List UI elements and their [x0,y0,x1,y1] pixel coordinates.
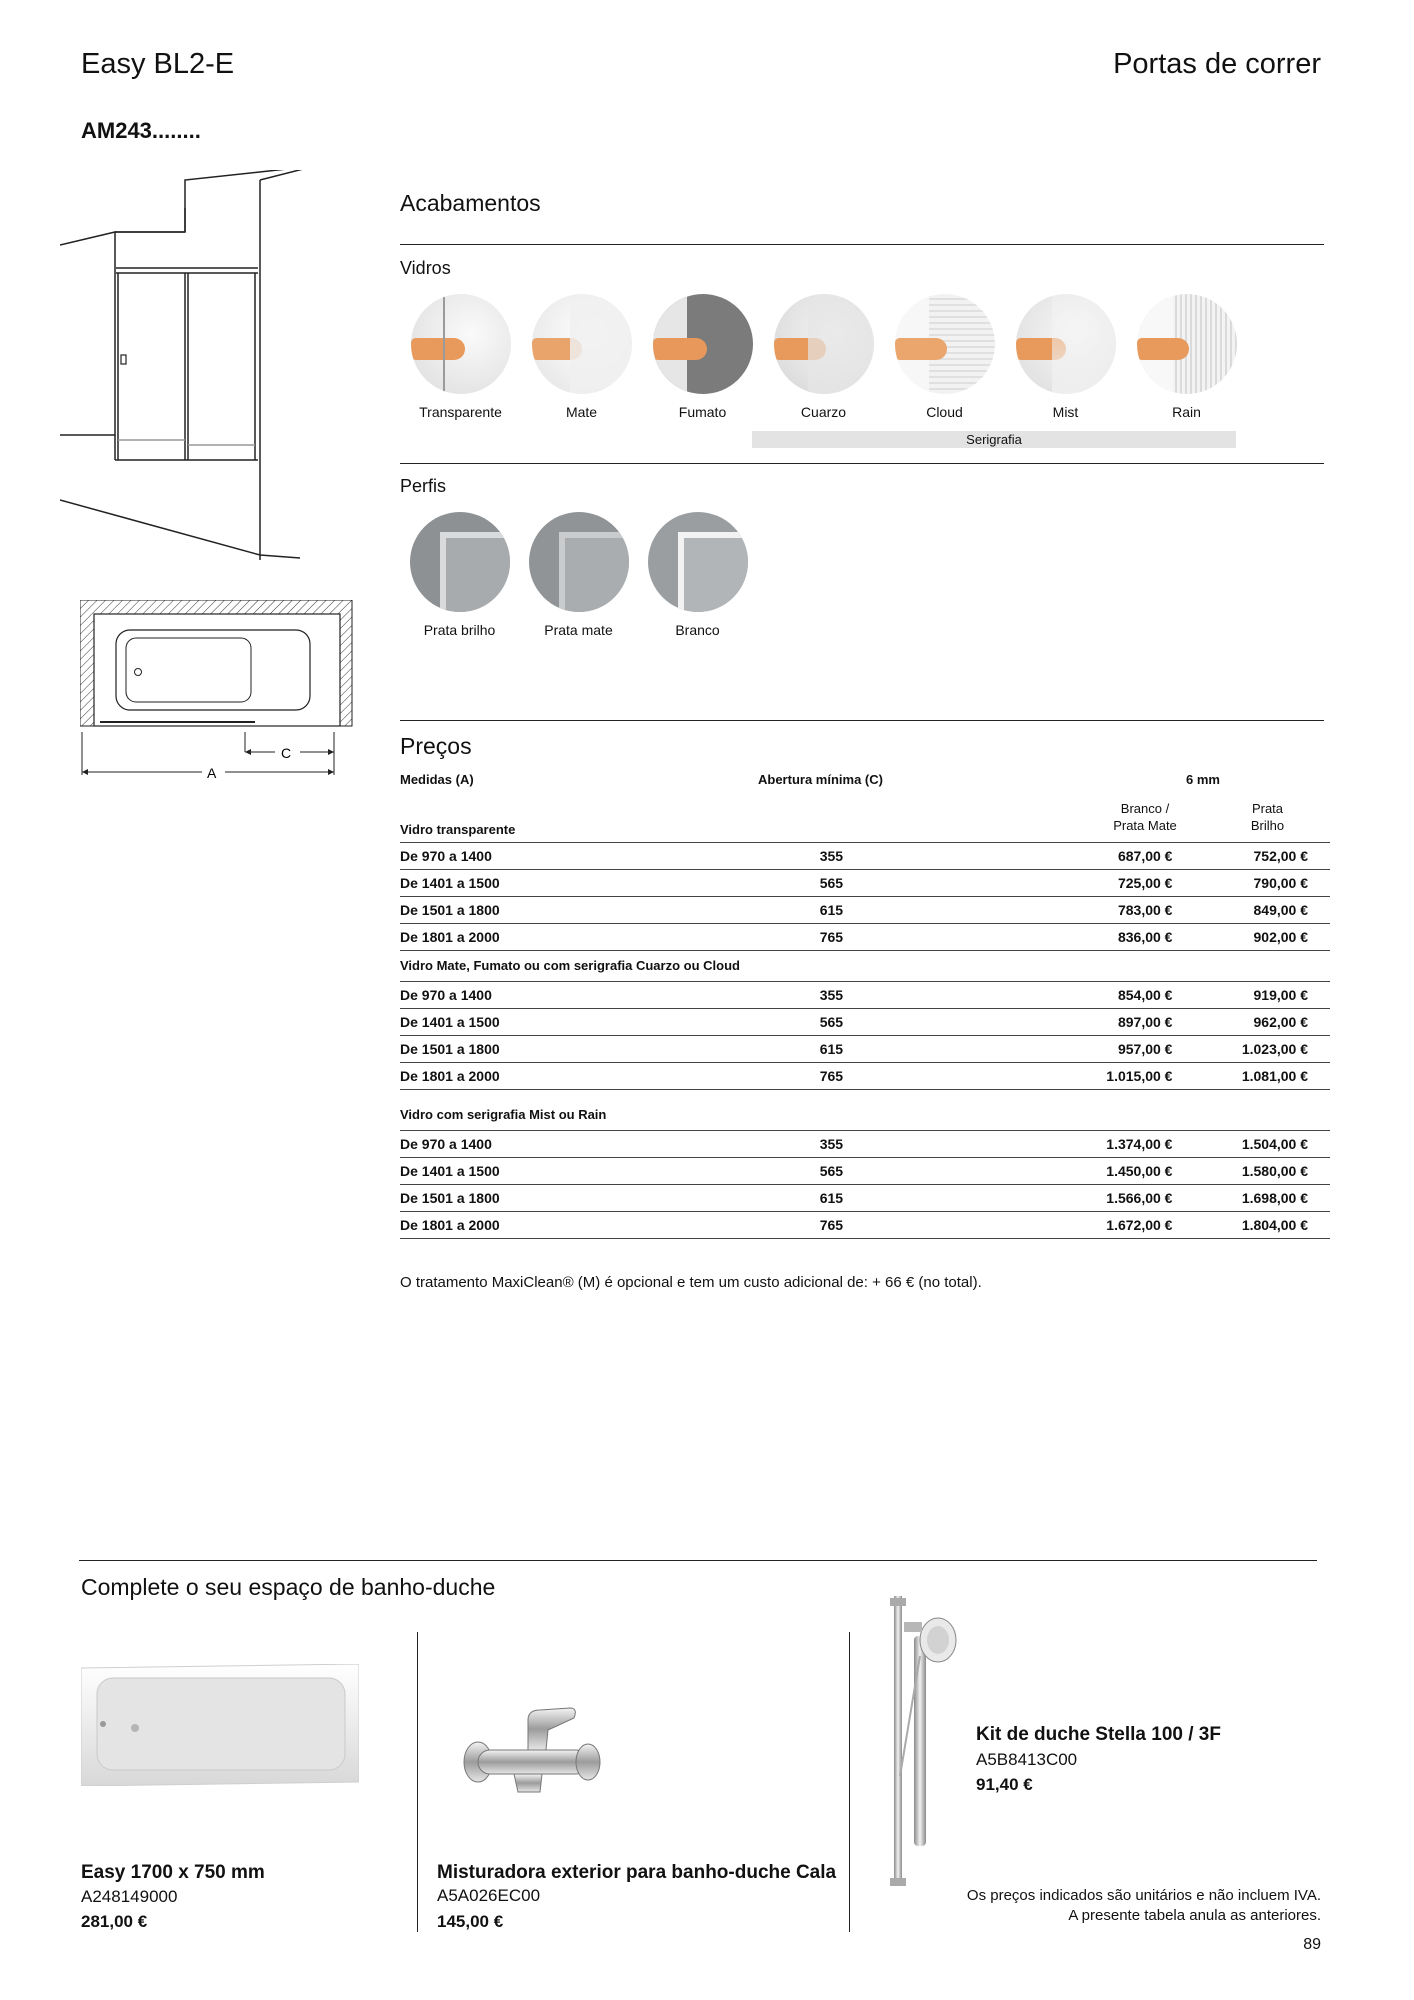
price-table [400,816,1330,1239]
col-silver-header-line2: Brilho [1250,818,1285,833]
section-label: Vidro com serigrafia Mist ou Rain [400,1090,756,1131]
table-row [400,1185,1330,1212]
white-price-cell: 1.374,00 € [907,1131,1173,1158]
glass-swatch-image [1137,294,1237,394]
col-white-header-line1: Branco / [1120,801,1170,816]
measure-cell: De 1501 a 1800 [400,1036,756,1063]
profile-swatch-label: Prata mate [544,622,613,638]
product-name: Easy 1700 x 750 mm [81,1862,265,1883]
glass-swatch-label: Fumato [678,404,727,420]
complete-title: Complete o seu espaço de banho-duche [81,1574,496,1600]
measure-cell: De 970 a 1400 [400,1131,756,1158]
profile-swatch-label: Prata brilho [423,622,496,638]
white-price-cell: 687,00 € [907,843,1173,870]
glass-swatch-cloud[interactable] [884,294,1005,420]
dimension-c-label: C [281,745,292,761]
glass-swatches [400,294,1247,420]
glass-swatch-label: Mate [565,404,598,420]
white-price-cell: 1.450,00 € [907,1158,1173,1185]
mixer-image [458,1700,608,1800]
glass-swatch-label: Rain [1172,404,1201,420]
glass-swatch-fumato[interactable] [642,294,763,420]
silver-price-cell: 790,00 € [1172,870,1330,897]
measure-cell: De 970 a 1400 [400,982,756,1009]
silver-price-cell: 849,00 € [1172,897,1330,924]
prices-title: Preços [400,733,472,759]
product-price: 91,40 € [976,1775,1033,1794]
glass-swatch-image [774,294,874,394]
product-separator [417,1632,418,1932]
glass-swatch-rain[interactable] [1126,294,1247,420]
white-price-cell: 854,00 € [907,982,1173,1009]
finishes-title: Acabamentos [400,190,541,216]
silver-price-cell: 1.804,00 € [1172,1212,1330,1239]
disclaimer-line-2: A presente tabela anula as anteriores. [1068,1907,1321,1924]
product-code: A5A026EC00 [437,1886,541,1905]
col-opening-header: Abertura mínima (C) [758,772,883,787]
glass-swatch-cuarzo[interactable] [763,294,884,420]
white-price-cell: 1.566,00 € [907,1185,1173,1212]
section-row [400,816,1330,843]
silver-price-cell: 962,00 € [1172,1009,1330,1036]
measure-cell: De 1501 a 1800 [400,897,756,924]
plan-view-drawing [80,600,360,790]
glass-swatch-label: Mist [1052,404,1079,420]
glass-title: Vidros [400,258,451,278]
opening-cell: 765 [756,924,906,951]
product-price: 281,00 € [81,1912,148,1931]
measure-cell: De 1801 a 2000 [400,1063,756,1090]
silver-price-cell: 1.023,00 € [1172,1036,1330,1063]
white-price-cell: 957,00 € [907,1036,1173,1063]
white-price-cell: 897,00 € [907,1009,1173,1036]
maxiclean-note: O tratamento MaxiClean® (M) é opcional e tem um custo adicional de: + 66 € (no total). [400,1274,982,1291]
table-row [400,1009,1330,1036]
product-price: 145,00 € [437,1912,504,1931]
category-title: Portas de correr [1113,48,1321,80]
opening-cell: 355 [756,982,906,1009]
opening-cell: 355 [756,843,906,870]
profile-swatches [400,512,757,638]
table-row [400,924,1330,951]
silver-price-cell: 1.580,00 € [1172,1158,1330,1185]
glass-swatch-image [532,294,632,394]
product-name: Kit de duche Stella 100 / 3F [976,1724,1221,1745]
opening-cell: 615 [756,897,906,924]
opening-cell: 615 [756,1185,906,1212]
section-label: Vidro Mate, Fumato ou com serigrafia Cuarzo ou Cloud [400,951,756,982]
white-price-cell: 1.015,00 € [907,1063,1173,1090]
silver-price-cell: 1.081,00 € [1172,1063,1330,1090]
opening-cell: 765 [756,1063,906,1090]
product-name: Misturadora exterior para banho-duche Cala [437,1862,837,1883]
complete-divider [79,1560,1317,1561]
glass-swatch-label: Transparente [419,404,502,420]
profile-swatch-image [648,512,748,612]
opening-cell: 565 [756,1009,906,1036]
profile-swatch-prata-brilho[interactable] [400,512,519,638]
silver-price-cell: 1.698,00 € [1172,1185,1330,1212]
profiles-title: Perfis [400,476,447,496]
glass-swatch-image [653,294,753,394]
white-price-cell: 725,00 € [907,870,1173,897]
table-row [400,870,1330,897]
glass-swatch-image [1016,294,1116,394]
dimension-a-label: A [207,765,217,781]
opening-cell: 765 [756,1212,906,1239]
white-price-cell: 1.672,00 € [907,1212,1173,1239]
white-price-cell: 836,00 € [907,924,1173,951]
measure-cell: De 1801 a 2000 [400,924,756,951]
product-title: Easy BL2-E [81,48,235,80]
reference-code: AM243........ [81,118,201,143]
measure-cell: De 1401 a 1500 [400,1009,756,1036]
table-row [400,897,1330,924]
opening-cell: 565 [756,1158,906,1185]
section-label: Vidro transparente [400,816,756,843]
col-measure-header: Medidas (A) [400,772,474,787]
shower-kit-image [880,1596,960,1896]
table-row [400,1131,1330,1158]
glass-swatch-transparente[interactable] [400,294,521,420]
glass-swatch-mist[interactable] [1005,294,1126,420]
opening-cell: 355 [756,1131,906,1158]
table-row [400,1158,1330,1185]
product-separator [849,1632,850,1932]
col-thickness-header: 6 mm [1186,772,1220,787]
table-row [400,843,1330,870]
glass-swatch-label: Cuarzo [800,404,847,420]
measure-cell: De 1401 a 1500 [400,1158,756,1185]
col-white-header-line2: Prata Mate [1113,818,1177,833]
opening-cell: 565 [756,870,906,897]
measure-cell: De 1401 a 1500 [400,870,756,897]
product-code: A5B8413C00 [976,1750,1078,1769]
disclaimer-line-1: Os preços indicados são unitários e não incluem IVA. [966,1887,1321,1904]
profile-swatch-image [410,512,510,612]
silver-price-cell: 1.504,00 € [1172,1131,1330,1158]
glass-swatch-mate[interactable] [521,294,642,420]
screen-elevation-drawing [60,170,330,570]
product-code: A248149000 [81,1887,178,1906]
section-row [400,1090,1330,1131]
col-silver-header-line1: Prata [1251,801,1284,816]
profile-swatch-image [529,512,629,612]
table-row [400,982,1330,1009]
measure-cell: De 1501 a 1800 [400,1185,756,1212]
section-row [400,951,1330,982]
table-row [400,1063,1330,1090]
glass-swatch-image [411,294,511,394]
white-price-cell: 783,00 € [907,897,1173,924]
opening-cell: 615 [756,1036,906,1063]
screenprint-band: Serigrafia [752,431,1236,448]
silver-price-cell: 919,00 € [1172,982,1330,1009]
profile-swatch-label: Branco [675,622,720,638]
table-row [400,1212,1330,1239]
table-row [400,1036,1330,1063]
measure-cell: De 1801 a 2000 [400,1212,756,1239]
glass-swatch-image [895,294,995,394]
glass-swatch-label: Cloud [926,404,963,420]
finishes-divider [400,244,1324,245]
profile-swatch-prata-mate[interactable] [519,512,638,638]
prices-divider [400,720,1324,721]
profile-swatch-branco[interactable] [638,512,757,638]
bathtub-image [81,1664,359,1786]
silver-price-cell: 752,00 € [1172,843,1330,870]
measure-cell: De 970 a 1400 [400,843,756,870]
profiles-divider [400,463,1324,464]
silver-price-cell: 902,00 € [1172,924,1330,951]
page-number: 89 [1303,1936,1321,1953]
